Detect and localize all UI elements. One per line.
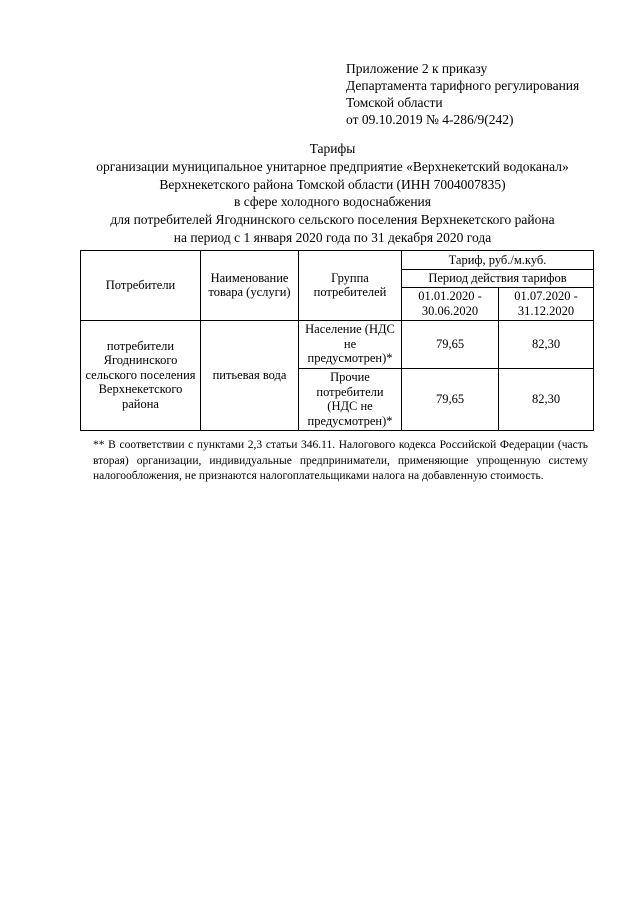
header-period-2: 01.07.2020 - 31.12.2020: [499, 287, 594, 320]
title-line: в сфере холодного водоснабжения: [234, 194, 431, 210]
title-line: на период с 1 января 2020 года по 31 декабря 2020 года: [173, 229, 492, 245]
header-period-1: 01.01.2020 - 30.06.2020: [402, 287, 499, 320]
product-cell: питьевая вода: [201, 320, 299, 430]
consumer-cell: потребители Ягоднинского сельского поселения Верхнекетского района: [81, 320, 201, 430]
annex-line: Департамента тарифного регулирования: [346, 78, 580, 93]
title-line: для потребителей Ягоднинского сельского поселения Верхнекетского района: [110, 212, 555, 228]
annex-line: Томской области: [346, 95, 443, 110]
header-product: Наименование товара (услуги): [201, 251, 299, 321]
annex-line: Приложение 2 к приказу: [346, 61, 488, 76]
annex-date-number: от 09.10.2019 № 4-286/9(242): [346, 112, 514, 127]
tariff-value: 79,65: [402, 320, 499, 368]
title-line: организации муниципальное унитарное предприятие «Верхнекетский водоканал»: [96, 158, 569, 174]
table-row: [81, 320, 594, 368]
footnote: ** В соответствии с пунктами 2,3 статьи 346.11. Налогового кодекса Российской Федерации (часть вторая) организации, индивидуальные предприниматели, применяющие упрощенную систему налогообложения, не признаются налогоплательщиками налога на добавленную стоимость.: [93, 439, 588, 482]
tariff-value: 82,30: [499, 368, 594, 430]
document-title: [60, 140, 605, 247]
group-cell: Прочие потребители (НДС не предусмотрен)*: [299, 368, 402, 430]
tariff-table: [80, 250, 594, 431]
annex-block: [346, 60, 579, 128]
tariff-value: 82,30: [499, 320, 594, 368]
header-period: Период действия тарифов: [402, 270, 594, 288]
group-cell: Население (НДС не предусмотрен)*: [299, 320, 402, 368]
tariff-value: 79,65: [402, 368, 499, 430]
title-line: Верхнекетского района Томской области (ИНН 7004007835): [159, 176, 506, 192]
header-group: Группа потребителей: [299, 251, 402, 321]
header-consumers: Потребители: [81, 251, 201, 321]
header-tariff: Тариф, руб./м.куб.: [402, 251, 594, 270]
title-heading: Тарифы: [309, 141, 356, 156]
